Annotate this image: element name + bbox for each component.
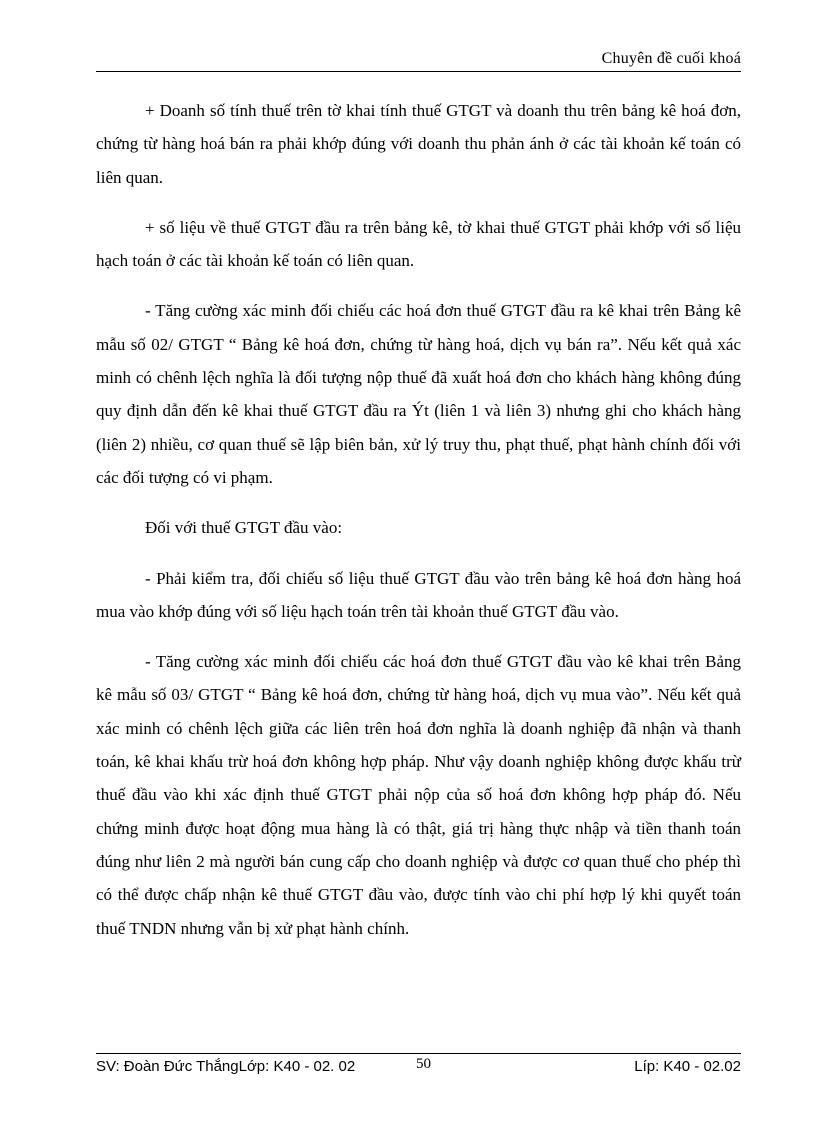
paragraph-input-invoice-verify: - Tăng cường xác minh đối chiếu các hoá đơn thuế GTGT đầu vào kê khai trên Bảng kê mẫu số 03/ GTGT “ Bảng kê hoá đơn, chứng từ hàng hoá, dịch vụ mua vào”. Nếu kết quả xác minh có chênh lệch giữa các liên trên hoá đơn nghĩa là doanh nghiệp đã nhận và thanh toán, kê khai khấu trừ hoá đơn không hợp pháp. Như vậy doanh nghiệp không được khấu trừ thuế đầu vào khi xác định thuế GTGT phải nộp của số hoá đơn không hợp pháp đó. Nếu chứng minh được hoạt động mua hàng là có thật, giá trị hàng thực nhập và tiền thanh toán đúng như liên 2 mà người bán cung cấp cho doanh nghiệp và được cơ quan thuế cho phép thì có thể được chấp nhận kê thuế GTGT đầu vào, được tính vào chi phí hợp lý khi quyết toán thuế TNDN nhưng vẫn bị xử phạt hành chính. — [96, 652, 741, 938]
paragraph-input-vat-check: - Phải kiểm tra, đối chiếu số liệu thuế GTGT đầu vào trên bảng kê hoá đơn hàng hoá mua vào khớp đúng với số liệu hạch toán trên tài khoản thuế GTGT đầu vào. — [96, 568, 741, 621]
footer-class-info: Líp: K40 - 02.02 — [634, 1058, 741, 1075]
page-number: 50 — [416, 1056, 431, 1072]
paragraph-output-vat-match: + số liệu về thuế GTGT đầu ra trên bảng kê, tờ khai thuế GTGT phải khớp với số liệu hạch toán ở các tài khoản kế toán có liên quan. — [96, 217, 741, 271]
paragraph-output-invoice-verify: - Tăng cường xác minh đối chiếu các hoá đơn thuế GTGT đầu ra kê khai trên Bảng kê mẫu số 02/ GTGT “ Bảng kê hoá đơn, chứng từ hàng hoá, dịch vụ bán ra”. Nếu kết quả xác minh có chênh lệch nghĩa là đối tượng nộp thuế đã xuất hoá đơn cho khách hàng không đúng quy định dẫn đến kê khai thuế GTGT đầu ra Ýt (liên 1 và liên 3) nhưng ghi cho khách hàng (liên 2) nhiều, cơ quan thuế sẽ lập biên bản, xử lý truy thu, phạt thuế, phạt hành chính đối với các đối tượng có vi phạm. — [96, 301, 741, 487]
footer-student-info: SV: Đoàn Đức ThắngLớp: K40 - 02. 02 — [96, 1058, 356, 1075]
section-heading-input-vat: Đối với thuế GTGT đầu vào: — [145, 518, 343, 538]
document-body — [96, 94, 741, 962]
paragraph-revenue-match: + Doanh số tính thuế trên tờ khai tính thuế GTGT và doanh thu trên bảng kê hoá đơn, chứng từ hàng hoá bán ra phải khớp đúng với doanh thu phản ánh ở các tài khoản kế toán có liên quan. — [96, 101, 741, 187]
header-title: Chuyên đề cuối khoá — [601, 50, 741, 67]
page-footer — [96, 1053, 741, 1084]
page-header — [96, 46, 741, 72]
